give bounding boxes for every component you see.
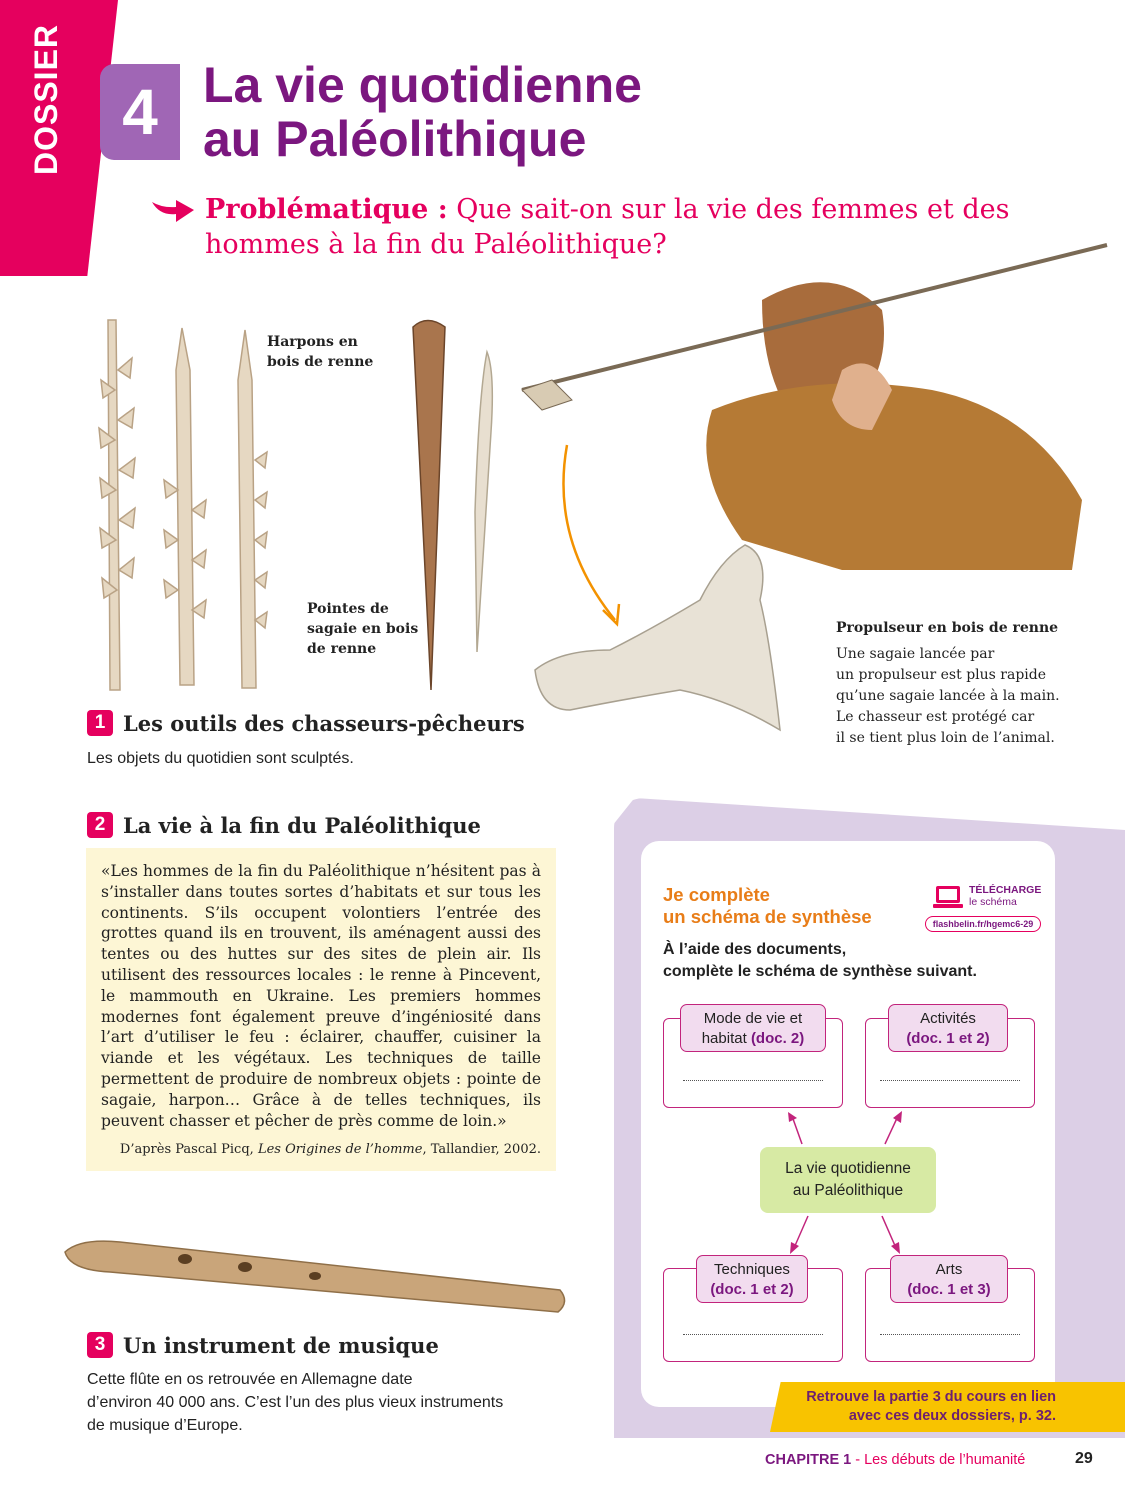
retrouve-text[interactable]: Retrouve la partie 3 du cours en lien avec ces deux dossiers, p. 32. [806,1389,1056,1424]
doc1-caption: Les objets du quotidien sont sculptés. [87,750,354,767]
doc2-title: 2 La vie à la fin du Paléolithique [87,812,481,838]
propulseur-description: Une sagaie lancée par un propulseur est plus rapide qu’une sagaie lancée à la main. Le chasseur est protégé car il se tient plus loin de l’animal. [836,646,1060,746]
doc3-text: Cette flûte en os retrouvée en Allemagne date d’environ 40 000 ans. C’est l’un des plus vieux instruments de musique d’Europe. [87,1371,504,1434]
quote-text: «Les hommes de la fin du Paléolithique n’hésitent pas à s’installer dans toutes sortes d’habitats et sur tous les continents. S’ils occupent volontiers l’entrée des grottes quand ils en trouvent, ils aménagent aussi des tentes ou des huttes sur des sites de plein air. Ils utilisent des ressources locales : le renne à Pincevent, le mammouth en Ukraine. Les premiers hommes modernes font également preuve d’ingéniosité dans l’art d’utiliser le feu : éclairer, chauffer, cuisiner la viande et les végétaux. Les techniques de taille permettent de produire de nombreux objets : pointe de sagaie, harpon… Grâce à de telles techniques, ils peuvent chasser et pêcher de près comme de loin.» [101,862,541,1130]
schema-center: La vie quotidienne au Paléolithique [760,1147,936,1213]
schema-answer-line[interactable] [880,1334,1020,1335]
schema-arrows [780,1108,910,1258]
propulseur-image [530,540,785,740]
schema-label-activites: Activités (doc. 1 et 2) [888,1004,1008,1052]
title-line-2: au Paléolithique [203,111,587,167]
sagaie-label: Pointes de sagaie en bois de renne [307,601,419,657]
page-title [203,58,963,166]
doc1-title: 1 Les outils des chasseurs-pêcheurs [87,710,525,736]
download-badge[interactable] [925,884,1041,932]
doc1-number: 1 [87,710,113,736]
problem-text: Que sait-on sur la vie des femmes et des hommes à la fin du Paléolithique? [205,194,1010,260]
arrow-right-icon [150,198,196,226]
dossier-label: DOSSIER [28,23,64,175]
doc2-number: 2 [87,812,113,838]
schema-label-techniques: Techniques (doc. 1 et 2) [696,1255,808,1303]
harpoons-label: Harpons en bois de renne [267,334,374,370]
title-line-1: La vie quotidienne [203,57,642,113]
quote-source: D’après Pascal Picq, Les Origines de l’homme, Tallandier, 2002. [119,1142,541,1157]
doc3-number: 3 [87,1332,113,1358]
schema-label-arts: Arts (doc. 1 et 3) [890,1255,1008,1303]
problem-label: Problématique : [205,194,448,225]
bone-flute-image [60,1232,570,1322]
schema-label-mode-de-vie: Mode de vie et habitat (doc. 2) [680,1004,826,1052]
synthese-instructions: À l’aide des documents, complète le schéma de synthèse suivant. [663,941,977,980]
download-label: TÉLÉCHARGE le schéma [969,884,1042,908]
footer-chapter: CHAPITRE 1 - Les débuts de l’humanité [765,1452,1026,1468]
harpoons-image [90,310,280,695]
download-link[interactable]: flashbelin.fr/hgemc6-29 [925,916,1041,932]
dossier-number: 4 [100,64,180,160]
schema-answer-line[interactable] [683,1080,823,1081]
sagaie-points-image [405,312,500,694]
laptop-icon [933,884,963,912]
schema-answer-line[interactable] [683,1334,823,1335]
page-number: 29 [1075,1450,1093,1467]
propulseur-title: Propulseur en bois de renne [836,620,1059,636]
schema-answer-line[interactable] [880,1080,1020,1081]
doc3-title: 3 Un instrument de musique [87,1332,439,1358]
synthese-title: Je complète un schéma de synthèse [663,884,872,927]
